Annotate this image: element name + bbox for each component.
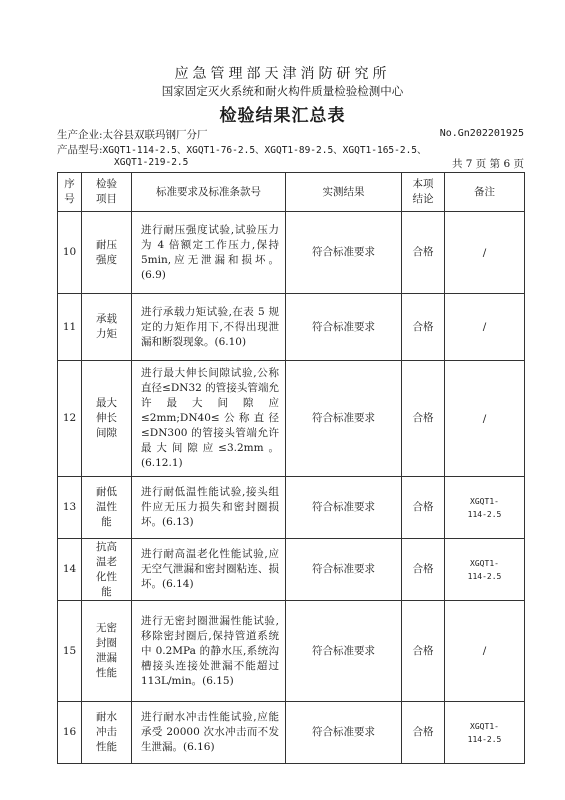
cell-item: 承载力矩 <box>82 294 132 361</box>
table-row <box>58 539 525 601</box>
cell-standard: 进行耐水冲击性能试验,应能承受 20000 次水冲击而不发生泄漏。(6.16) <box>132 702 286 764</box>
producer-value: 太谷县双联玛钢厂分厂 <box>102 129 208 141</box>
cell-remark: XGQT1-114-2.5 <box>445 477 525 539</box>
cell-result: 符合标准要求 <box>286 539 402 601</box>
cell-item: 无密封圈泄漏性能 <box>82 601 132 702</box>
cell-seq: 12 <box>58 361 82 477</box>
cell-conclusion: 合格 <box>402 702 445 764</box>
producer-label: 生产企业: <box>57 129 103 141</box>
cell-remark: / <box>445 294 525 361</box>
table-header-row <box>58 173 525 212</box>
cell-result: 符合标准要求 <box>286 702 402 764</box>
header-remark: 备注 <box>445 173 525 212</box>
cell-seq: 14 <box>58 539 82 601</box>
results-table <box>57 172 525 764</box>
table-row <box>58 477 525 539</box>
cell-conclusion: 合格 <box>402 212 445 294</box>
header-conclusion: 本项结论 <box>402 173 445 212</box>
table-row <box>58 361 525 477</box>
cell-conclusion: 合格 <box>402 601 445 702</box>
cell-remark: XGQT1-114-2.5 <box>445 702 525 764</box>
report-number: No.Gn202201925 <box>439 128 524 139</box>
document-title: 检验结果汇总表 <box>219 106 346 126</box>
cell-standard: 进行最大伸长间隙试验,公称直径≤DN32 的管接头管端允许最大间隙应≤2mm;DN40≤公称直径≤DN300 的管接头管端允许最大间隙应≤3.2mm。(6.12.1) <box>132 361 286 477</box>
header-seq: 序号 <box>58 173 82 212</box>
cell-seq: 15 <box>58 601 82 702</box>
cell-result: 符合标准要求 <box>286 294 402 361</box>
header-item: 检验项目 <box>82 173 132 212</box>
cell-item: 耐压强度 <box>82 212 132 294</box>
cell-remark: / <box>445 361 525 477</box>
cell-standard: 进行耐低温性能试验,接头组件应无压力损失和密封圈损坏。(6.13) <box>132 477 286 539</box>
cell-remark: / <box>445 212 525 294</box>
producer-line <box>57 127 208 142</box>
cell-standard: 进行无密封圈泄漏性能试验,移除密封圈后,保持管道系统中 0.2MPa 的静水压,系统沟槽接头连接处泄漏不能超过 113L/min。(6.15) <box>132 601 286 702</box>
org-name-line1: 应急管理部天津消防研究所 <box>174 66 391 82</box>
cell-seq: 10 <box>58 212 82 294</box>
cell-result: 符合标准要求 <box>286 361 402 477</box>
model-value-line2: XGQT1-219-2.5 <box>114 157 189 168</box>
page-info: 共 7 页 第 6 页 <box>451 158 524 170</box>
cell-remark: XGQT1-114-2.5 <box>445 539 525 601</box>
cell-seq: 11 <box>58 294 82 361</box>
cell-standard: 进行耐高温老化性能试验,应无空气泄漏和密封圈粘连、损坏。(6.14) <box>132 539 286 601</box>
cell-item: 耐水冲击性能 <box>82 702 132 764</box>
header-standard: 标准要求及标准条款号 <box>132 173 286 212</box>
cell-conclusion: 合格 <box>402 294 445 361</box>
cell-conclusion: 合格 <box>402 361 445 477</box>
cell-result: 符合标准要求 <box>286 212 402 294</box>
table-row <box>58 294 525 361</box>
table-row <box>58 212 525 294</box>
table-row <box>58 601 525 702</box>
org-name-line2: 国家固定灭火系统和耐火构件质量检验检测中心 <box>161 84 404 98</box>
model-label: 产品型号: <box>57 144 103 156</box>
table-row <box>58 702 525 764</box>
cell-conclusion: 合格 <box>402 539 445 601</box>
model-line <box>57 142 427 157</box>
cell-conclusion: 合格 <box>402 477 445 539</box>
cell-seq: 13 <box>58 477 82 539</box>
header-result: 实测结果 <box>286 173 402 212</box>
cell-item: 耐低温性能 <box>82 477 132 539</box>
cell-result: 符合标准要求 <box>286 477 402 539</box>
cell-seq: 16 <box>58 702 82 764</box>
cell-result: 符合标准要求 <box>286 601 402 702</box>
cell-item: 抗高温老化性能 <box>82 539 132 601</box>
cell-remark: / <box>445 601 525 702</box>
model-value-line1: XGQT1-114-2.5、XGQT1-76-2.5、XGQT1-89-2.5、XGQT1-165-2.5、 <box>102 145 427 156</box>
cell-item: 最大伸长间隙 <box>82 361 132 477</box>
cell-standard: 进行承载力矩试验,在表 5 规定的力矩作用下,不得出现泄漏和断裂现象。(6.10) <box>132 294 286 361</box>
cell-standard: 进行耐压强度试验,试验压力为 4 倍额定工作压力,保持 5min,应无泄漏和损坏。(6.9) <box>132 212 286 294</box>
